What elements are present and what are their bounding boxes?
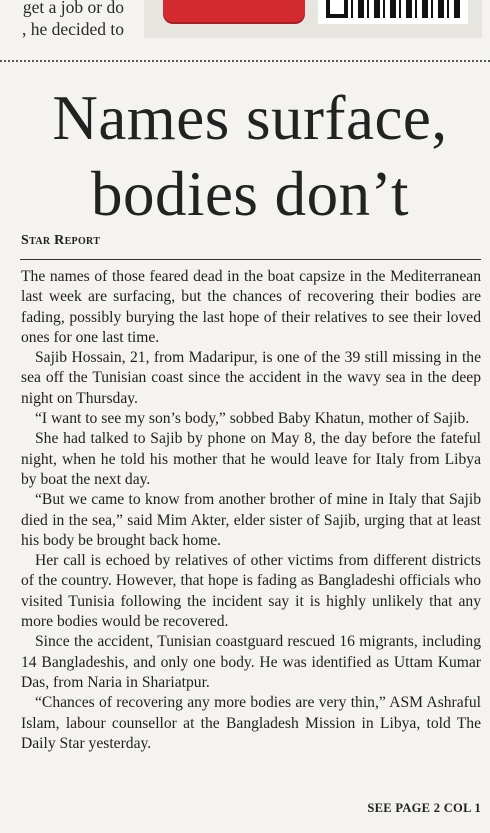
paragraph-8: “Chances of recovering any more bodies are very thin,” ASM Ashraful Islam, labour counsellor at the Bangladesh Mission in Libya, told The Daily Star yesterday. — [21, 694, 481, 752]
byline-rule — [20, 259, 481, 260]
article-body — [21, 267, 481, 754]
previous-story-fragment — [4, 0, 124, 40]
previous-story-line-1: get a job or do — [22, 0, 124, 17]
qr-corner-left — [326, 0, 348, 18]
previous-story-line-2: , he decided to — [21, 19, 124, 39]
top-strip — [0, 0, 490, 42]
jump-line: SEE PAGE 2 COL 1 — [367, 801, 481, 815]
byline: Star Report — [21, 233, 101, 248]
paragraph-7: Since the accident, Tunisian coastguard rescued 16 migrants, including 14 Bangladeshis, and only one body. He was identified as Uttam Kumar Das, from Naria in Shariatpur. — [21, 633, 481, 691]
paragraph-3: “I want to see my son’s body,” sobbed Baby Khatun, mother of Sajib. — [35, 410, 470, 428]
headline-line-2: bodies don’t — [90, 159, 410, 229]
dotted-separator — [0, 60, 490, 62]
paragraph-1: The names of those feared dead in the boat capsize in the Mediterranean last week are surfacing, but the chances of recovering their bodies are fading, possibly burying the last hope of their relatives to see their loved ones for one last time. — [21, 268, 481, 346]
paragraph-4: She had talked to Sajib by phone on May 8, the day before the fateful night, when he told his mother that he would leave for Italy from Libya by boat the next day. — [21, 430, 481, 488]
paragraph-2: Sajib Hossain, 21, from Madaripur, is one of the 39 still missing in the sea off the Tunisian coast since the accident in the wavy sea in the deep night on Thursday. — [21, 349, 481, 407]
paragraph-6: Her call is echoed by relatives of other victims from different districts of the country. However, that hope is fading as Bangladeshi officials who visited Tunisia following the incident say it is highly unlikely that any more bodies would be recovered. — [21, 552, 481, 631]
headline — [0, 80, 490, 232]
paragraph-5: “But we came to know from another brother of mine in Italy that Sajib died in the sea,” said Mim Akter, elder sister of Sajib, urging that at least his body be brought back home. — [21, 491, 481, 549]
advertisement-red-banner — [163, 0, 305, 22]
headline-line-1: Names surface, — [52, 83, 448, 153]
qr-code — [318, 0, 468, 24]
